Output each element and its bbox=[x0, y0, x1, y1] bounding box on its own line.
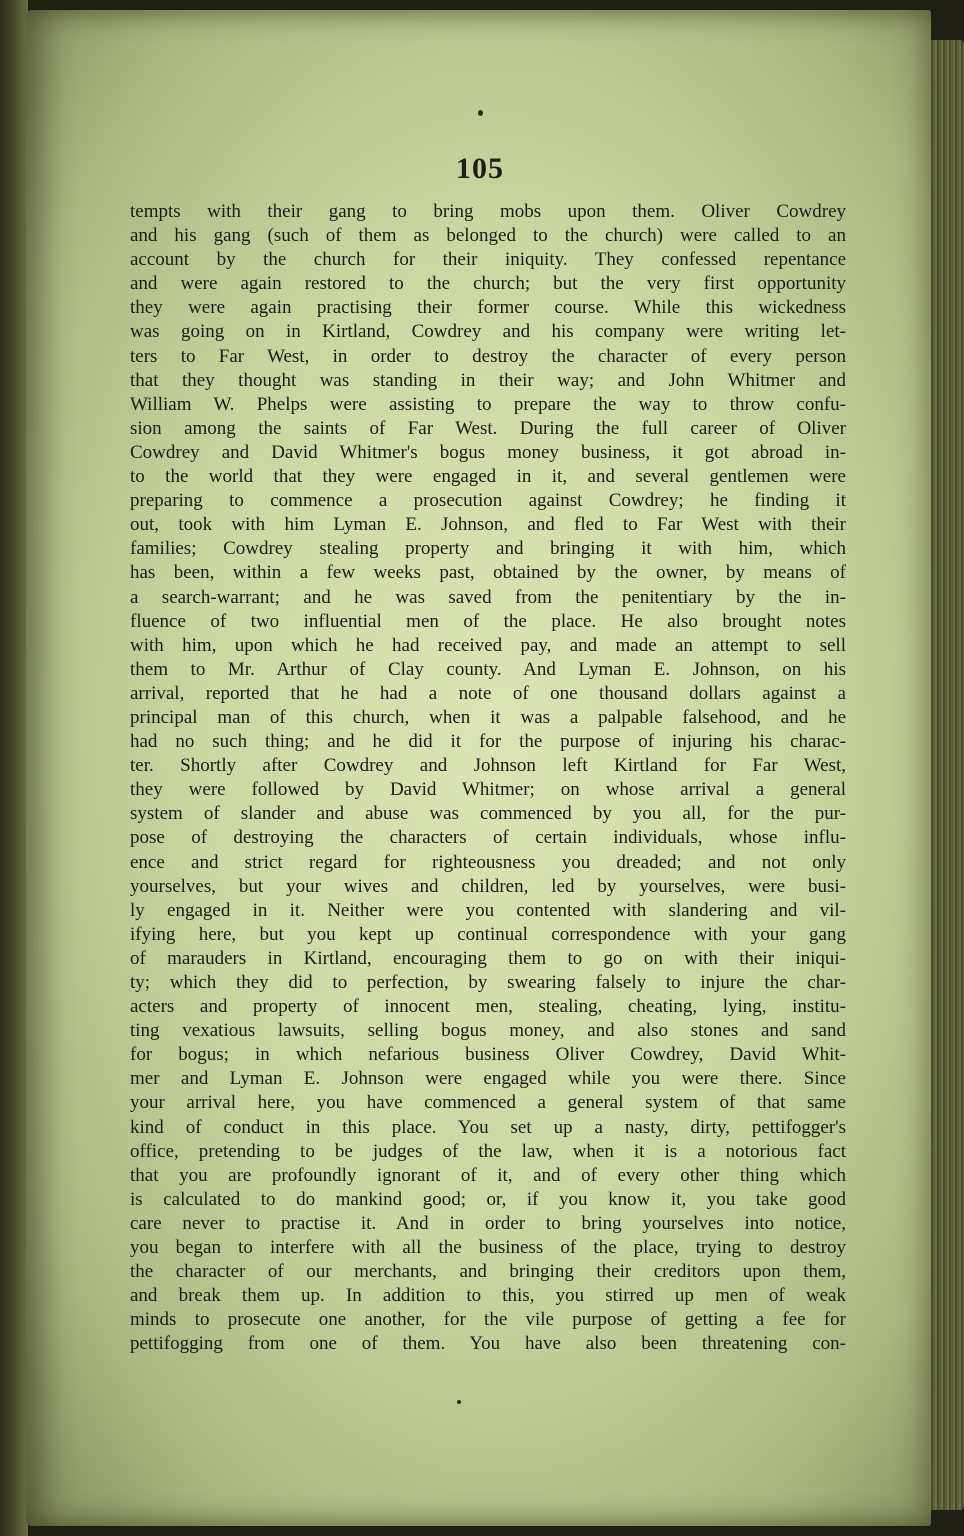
text-line: your arrival here, you have commenced a general system of that same bbox=[130, 1092, 846, 1114]
book-spine-edge bbox=[0, 0, 28, 1536]
text-line: a search-warrant; and he was saved from the penitentiary by the in- bbox=[130, 586, 846, 608]
text-line: account by the church for their iniquity. They confessed repentance bbox=[130, 249, 846, 271]
text-line: that you are profoundly ignorant of it, and of every other thing which bbox=[130, 1164, 846, 1186]
ink-speck bbox=[478, 110, 483, 116]
text-line: out, took with him Lyman E. Johnson, and fled to Far West with their bbox=[130, 514, 846, 536]
text-line: tempts with their gang to bring mobs upon them. Oliver Cowdrey bbox=[130, 201, 846, 222]
text-line: and his gang (such of them as belonged to the church) were called to an bbox=[130, 225, 846, 247]
text-line: William W. Phelps were assisting to prepare the way to throw confu- bbox=[130, 393, 846, 415]
page-body-text bbox=[130, 200, 846, 1357]
text-line: had no such thing; and he did it for the purpose of injuring his charac- bbox=[130, 731, 846, 753]
text-line: Cowdrey and David Whitmer's bogus money business, it got abroad in- bbox=[130, 441, 846, 463]
text-line: fluence of two influential men of the place. He also brought notes bbox=[130, 610, 846, 632]
text-line: acters and property of innocent men, stealing, cheating, lying, institu- bbox=[130, 996, 846, 1018]
page-number: 105 bbox=[456, 152, 504, 185]
text-line: them to Mr. Arthur of Clay county. And Lyman E. Johnson, on his bbox=[130, 658, 846, 680]
text-line: with him, upon which he had received pay, and made an attempt to sell bbox=[130, 634, 846, 656]
text-line: ifying here, but you kept up continual correspondence with your gang bbox=[130, 923, 846, 945]
text-line: has been, within a few weeks past, obtained by the owner, by means of bbox=[130, 562, 846, 584]
text-line: system of slander and abuse was commenced by you all, for the pur- bbox=[130, 803, 846, 825]
text-line: mer and Lyman E. Johnson were engaged while you were there. Since bbox=[130, 1068, 846, 1090]
text-line: pose of destroying the characters of certain individuals, whose influ- bbox=[130, 827, 846, 849]
text-line: ly engaged in it. Neither were you contented with slandering and vil- bbox=[130, 899, 846, 921]
text-line: was going on in Kirtland, Cowdrey and his company were writing let- bbox=[130, 321, 846, 343]
text-line: preparing to commence a prosecution against Cowdrey; he finding it bbox=[130, 490, 846, 512]
text-line: they were again practising their former course. While this wickedness bbox=[130, 297, 846, 319]
text-line: principal man of this church, when it was a palpable falsehood, and he bbox=[130, 706, 846, 728]
text-line: ence and strict regard for righteousness you dreaded; and not only bbox=[130, 851, 846, 873]
text-line: families; Cowdrey stealing property and bringing it with him, which bbox=[130, 538, 846, 560]
text-line: sion among the saints of Far West. During the full career of Oliver bbox=[130, 417, 846, 439]
text-line: kind of conduct in this place. You set up a nasty, dirty, pettifogger's bbox=[130, 1116, 846, 1138]
text-line: ting vexatious lawsuits, selling bogus money, and also stones and sand bbox=[130, 1020, 846, 1042]
text-line: minds to prosecute one another, for the vile purpose of getting a fee for bbox=[130, 1309, 846, 1331]
text-line: office, pretending to be judges of the law, when it is a notorious fact bbox=[130, 1140, 846, 1162]
text-line: ty; which they did to perfection, by swearing falsely to injure the char- bbox=[130, 972, 846, 993]
page-stack-edges bbox=[928, 40, 964, 1510]
text-line: ter. Shortly after Cowdrey and Johnson left Kirtland for Far West, bbox=[130, 755, 846, 777]
text-line: care never to practise it. And in order to bring yourselves into notice, bbox=[130, 1212, 846, 1234]
text-line: for bogus; in which nefarious business Oliver Cowdrey, David Whit- bbox=[130, 1044, 846, 1066]
text-line: of marauders in Kirtland, encouraging them to go on with their iniqui- bbox=[130, 947, 846, 969]
text-line: pettifogging from one of them. You have also been threatening con- bbox=[130, 1333, 846, 1355]
text-line: and were again restored to the church; but the very first opportunity bbox=[130, 273, 846, 295]
text-line: that they thought was standing in their way; and John Whitmer and bbox=[130, 369, 846, 391]
text-line: they were followed by David Whitmer; on whose arrival a general bbox=[130, 779, 846, 801]
text-line: arrival, reported that he had a note of one thousand dollars against a bbox=[130, 682, 846, 704]
text-line: yourselves, but your wives and children, led by yourselves, were busi- bbox=[130, 875, 846, 897]
text-line: is calculated to do mankind good; or, if you know it, you take good bbox=[130, 1188, 846, 1210]
text-line: the character of our merchants, and bringing their creditors upon them, bbox=[130, 1261, 846, 1283]
text-line: to the world that they were engaged in it, and several gentlemen were bbox=[130, 466, 846, 488]
ink-speck bbox=[457, 1400, 461, 1404]
text-line: you began to interfere with all the business of the place, trying to destroy bbox=[130, 1237, 846, 1259]
text-line: ters to Far West, in order to destroy the character of every person bbox=[130, 345, 846, 367]
text-line: and break them up. In addition to this, you stirred up men of weak bbox=[130, 1285, 846, 1307]
